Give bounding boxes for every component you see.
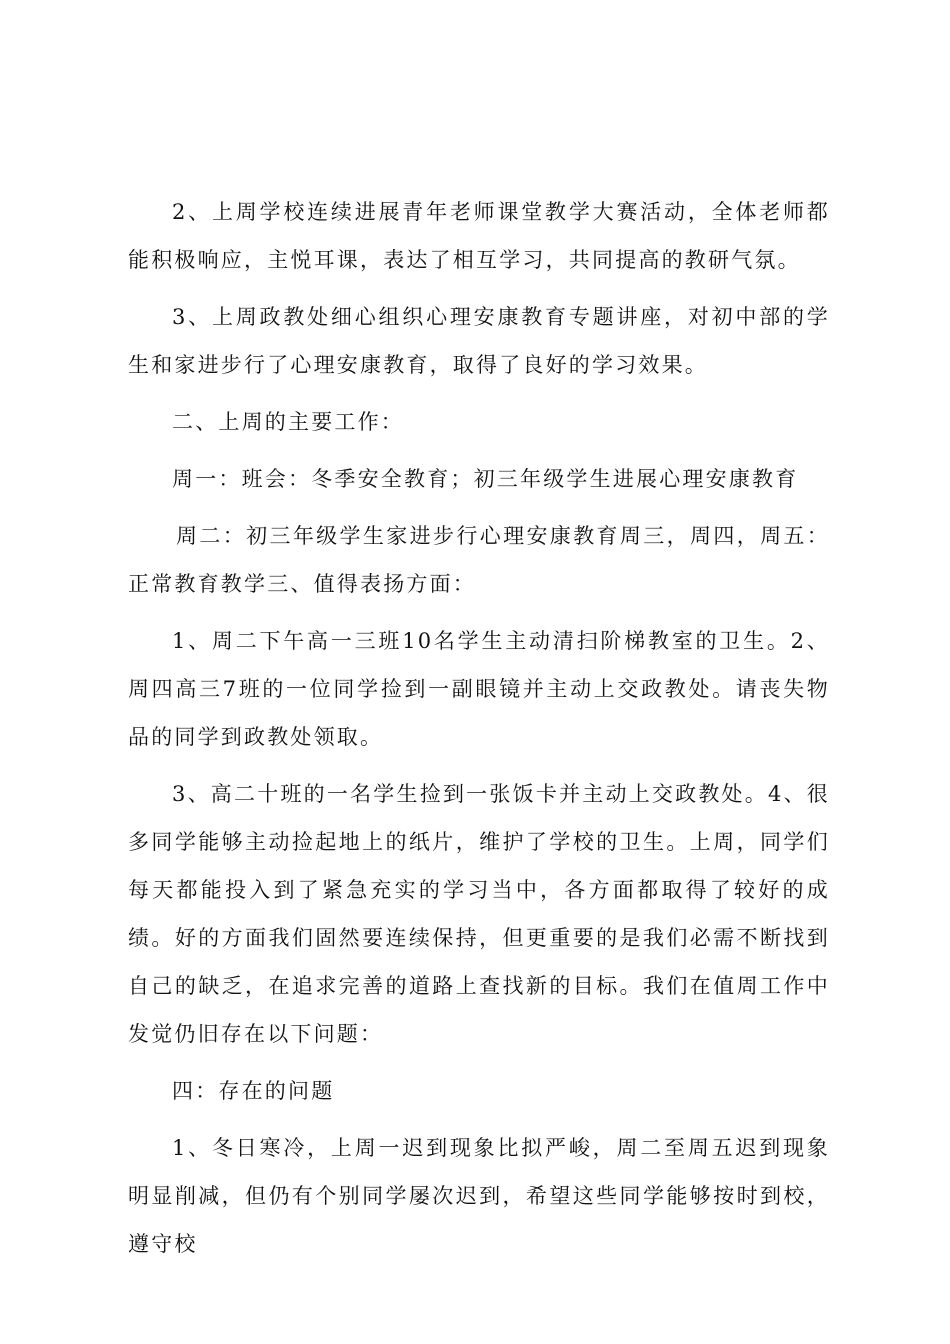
- paragraph-praise-items: 1、周二下午高一三班10名学生主动清扫阶梯教室的卫生。2、周四高三7班的一位同学捡到一副眼镜并主动上交政教处。请丧失物品的同学到政教处领取。: [128, 629, 830, 749]
- paragraph-monday: 周一：班会：冬季安全教育；初三年级学生进展心理安康教育: [172, 467, 799, 491]
- paragraph-praise-continued: 3、高二十班的一名学生捡到一张饭卡并主动上交政教处。4、很多同学能够主动捡起地上的纸片，维护了学校的卫生。上周，同学们每天都能投入到了紧急充实的学习当中，各方面都取得了较好的成绩。好的方面我们固然要连续保持，但更重要的是我们必需不断找到自己的缺乏，在追求完善的道路上查找新的目标。我们在值周工作中发觉仍旧存在以下问题：: [128, 782, 830, 1046]
- paragraph-mental-health-lecture: 3、上周政教处细心组织心理安康教育专题讲座，对初中部的学生和家进步行了心理安康教育，取得了良好的学习效果。: [128, 305, 830, 377]
- document-page: [128, 188, 830, 1268]
- paragraph-lateness: 1、冬日寒冷，上周一迟到现象比拟严峻，周二至周五迟到现象明显削减，但仍有个别同学屡次迟到，希望这些同学能够按时到校，遵守校: [128, 1136, 830, 1256]
- section-heading-problems: 四：存在的问题: [172, 1079, 335, 1103]
- paragraph-tuesday-to-friday: 周二：初三年级学生家进步行心理安康教育周三，周四，周五：正常教育教学三、值得表扬方面：: [128, 524, 830, 596]
- paragraph-teaching-contest: 2、上周学校连续进展青年老师课堂教学大赛活动，全体老师都能积极响应，主悦耳课，表达了相互学习，共同提高的教研气氛。: [128, 200, 830, 272]
- section-heading-main-work: 二、上周的主要工作：: [172, 410, 404, 434]
